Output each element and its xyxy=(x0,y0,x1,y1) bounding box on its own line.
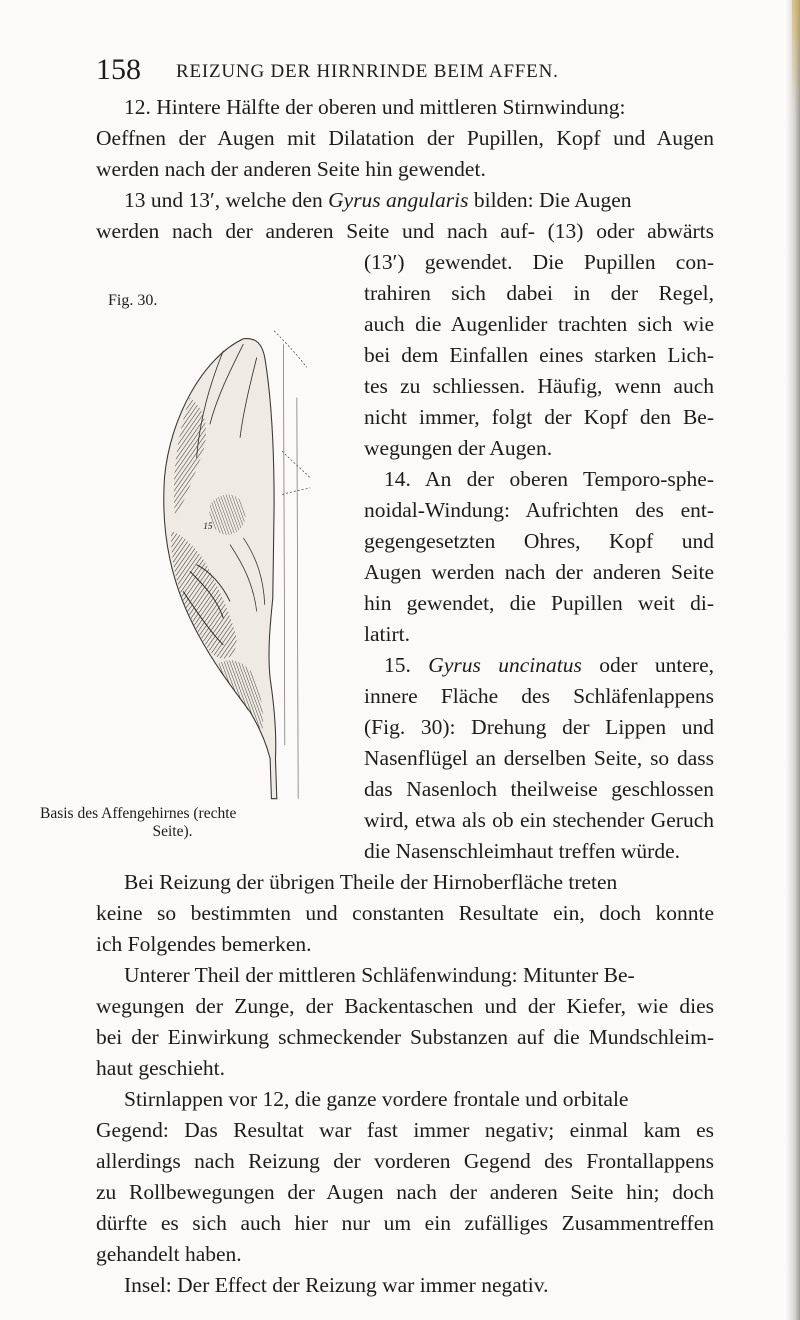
paragraph-line: zu Rollbewegungen der Augen nach der anderen Seite hin; doch xyxy=(96,1180,714,1204)
guide-line xyxy=(282,488,310,495)
page-edge-stain xyxy=(792,0,800,110)
paragraph-line: haut geschieht. xyxy=(96,1056,225,1080)
paragraph-line: Gegend: Das Resultat war fast immer negativ; einmal kam es xyxy=(96,1118,714,1142)
figure-inner-label: 15 xyxy=(203,522,213,533)
brain-base-illustration xyxy=(100,312,360,800)
paragraph-15-line: Nasenflügel an derselben Seite, so dass xyxy=(364,746,714,770)
paragraph-12-line: Oeffnen der Augen mit Dilatation der Pupillen, Kopf und Augen xyxy=(96,126,714,150)
paragraph-15-line: die Nasenschleimhaut treffen würde. xyxy=(364,839,681,863)
paragraph-13-line: (13′) gewendet. Die Pupillen con- xyxy=(364,250,714,274)
guide-line xyxy=(282,451,310,478)
paragraph-12-line: werden nach der anderen Seite hin gewendet. xyxy=(96,157,486,181)
paragraph-line: allerdings nach Reizung der vorderen Gegend des Frontallappens xyxy=(96,1149,714,1173)
figure-label: Fig. 30. xyxy=(108,292,158,309)
paragraph-14-line: latirt. xyxy=(364,622,410,646)
paragraph-15-line: innere Fläche des Schläfenlappens xyxy=(364,684,714,708)
caption-line: Seite). xyxy=(152,823,193,840)
edge-lines xyxy=(283,344,298,799)
paragraph-14-line: gegengesetzten Ohres, Kopf und xyxy=(364,529,714,553)
paragraph-13-line xyxy=(124,185,714,216)
paragraph-12-line: 12. Hintere Hälfte der oberen und mittleren Stirnwindung: xyxy=(124,95,626,119)
illustration-group xyxy=(164,331,310,799)
figure-caption xyxy=(40,805,345,841)
text-span: oder untere, xyxy=(581,653,714,677)
latin-term: Gyrus uncinatus xyxy=(428,653,582,677)
paragraph-line: ich Folgendes bemerken. xyxy=(96,932,312,956)
paragraph-14-line: Augen werden nach der anderen Seite xyxy=(364,560,714,584)
paragraph-13-line: werden nach der anderen Seite und nach auf- (13) oder abwärts xyxy=(96,219,714,243)
paragraph-13-line: wegungen der Augen. xyxy=(364,436,553,460)
caption-line: Basis des Affengehirnes (rechte xyxy=(40,805,237,822)
paragraph-line: Unterer Theil der mittleren Schläfenwindung: Mitunter Be- xyxy=(124,963,635,987)
paragraph-line: wegungen der Zunge, der Backentaschen und der Kiefer, wie dies xyxy=(96,994,714,1018)
text-span: 15. xyxy=(384,653,429,677)
paragraph-line: Insel: Der Effect der Reizung war immer negativ. xyxy=(124,1273,549,1297)
paragraph-14-line: 14. An der oberen Temporo-sphe- xyxy=(384,467,714,491)
paragraph-13-line: tes zu schliessen. Häufig, wenn auch xyxy=(364,374,714,398)
paragraph-14-line: hin gewendet, die Pupillen weit di- xyxy=(364,591,714,615)
paragraph-line: bei der Einwirkung schmeckender Substanzen auf die Mundschleim- xyxy=(96,1025,714,1049)
paragraph-line: dürfte es sich auch hier nur um ein zufälliges Zusammentreffen xyxy=(96,1211,714,1235)
paragraph-13-line: trahiren sich dabei in der Regel, xyxy=(364,281,714,305)
page-header xyxy=(96,50,716,90)
guide-line xyxy=(274,331,307,368)
paragraph-line: Bei Reizung der übrigen Theile der Hirnoberfläche treten xyxy=(124,870,618,894)
paragraph-15-line: wird, etwa als ob ein stechender Geruch xyxy=(364,808,714,832)
running-head: REIZUNG DER HIRNRINDE BEIM AFFEN. xyxy=(176,61,559,82)
paragraph-15-line: das Nasenloch theilweise geschlossen xyxy=(364,777,714,801)
latin-term: Gyrus angularis xyxy=(328,188,469,212)
paragraph-15-line: (Fig. 30): Drehung der Lippen und xyxy=(364,715,714,739)
paragraph-14-line: noidal-Windung: Aufrichten des ent- xyxy=(364,498,714,522)
text-span: bilden: Die Augen xyxy=(468,188,632,212)
page-edge-shadow xyxy=(786,0,800,1320)
page-number: 158 xyxy=(96,53,141,86)
paragraph-13-line: nicht immer, folgt der Kopf den Be- xyxy=(364,405,714,429)
text-span: 13 und 13′, welche den xyxy=(124,188,329,212)
paragraph-13-line: auch die Augenlider trachten sich wie xyxy=(364,312,714,336)
paragraph-line: gehandelt haben. xyxy=(96,1242,242,1266)
paragraph-line: keine so bestimmten und constanten Resultate ein, doch konnte xyxy=(96,901,714,925)
paragraph-line: Stirnlappen vor 12, die ganze vordere frontale und orbitale xyxy=(124,1087,629,1111)
paragraph-13-line: bei dem Einfallen eines starken Lich- xyxy=(364,343,714,367)
paragraph-15-line xyxy=(384,650,714,681)
